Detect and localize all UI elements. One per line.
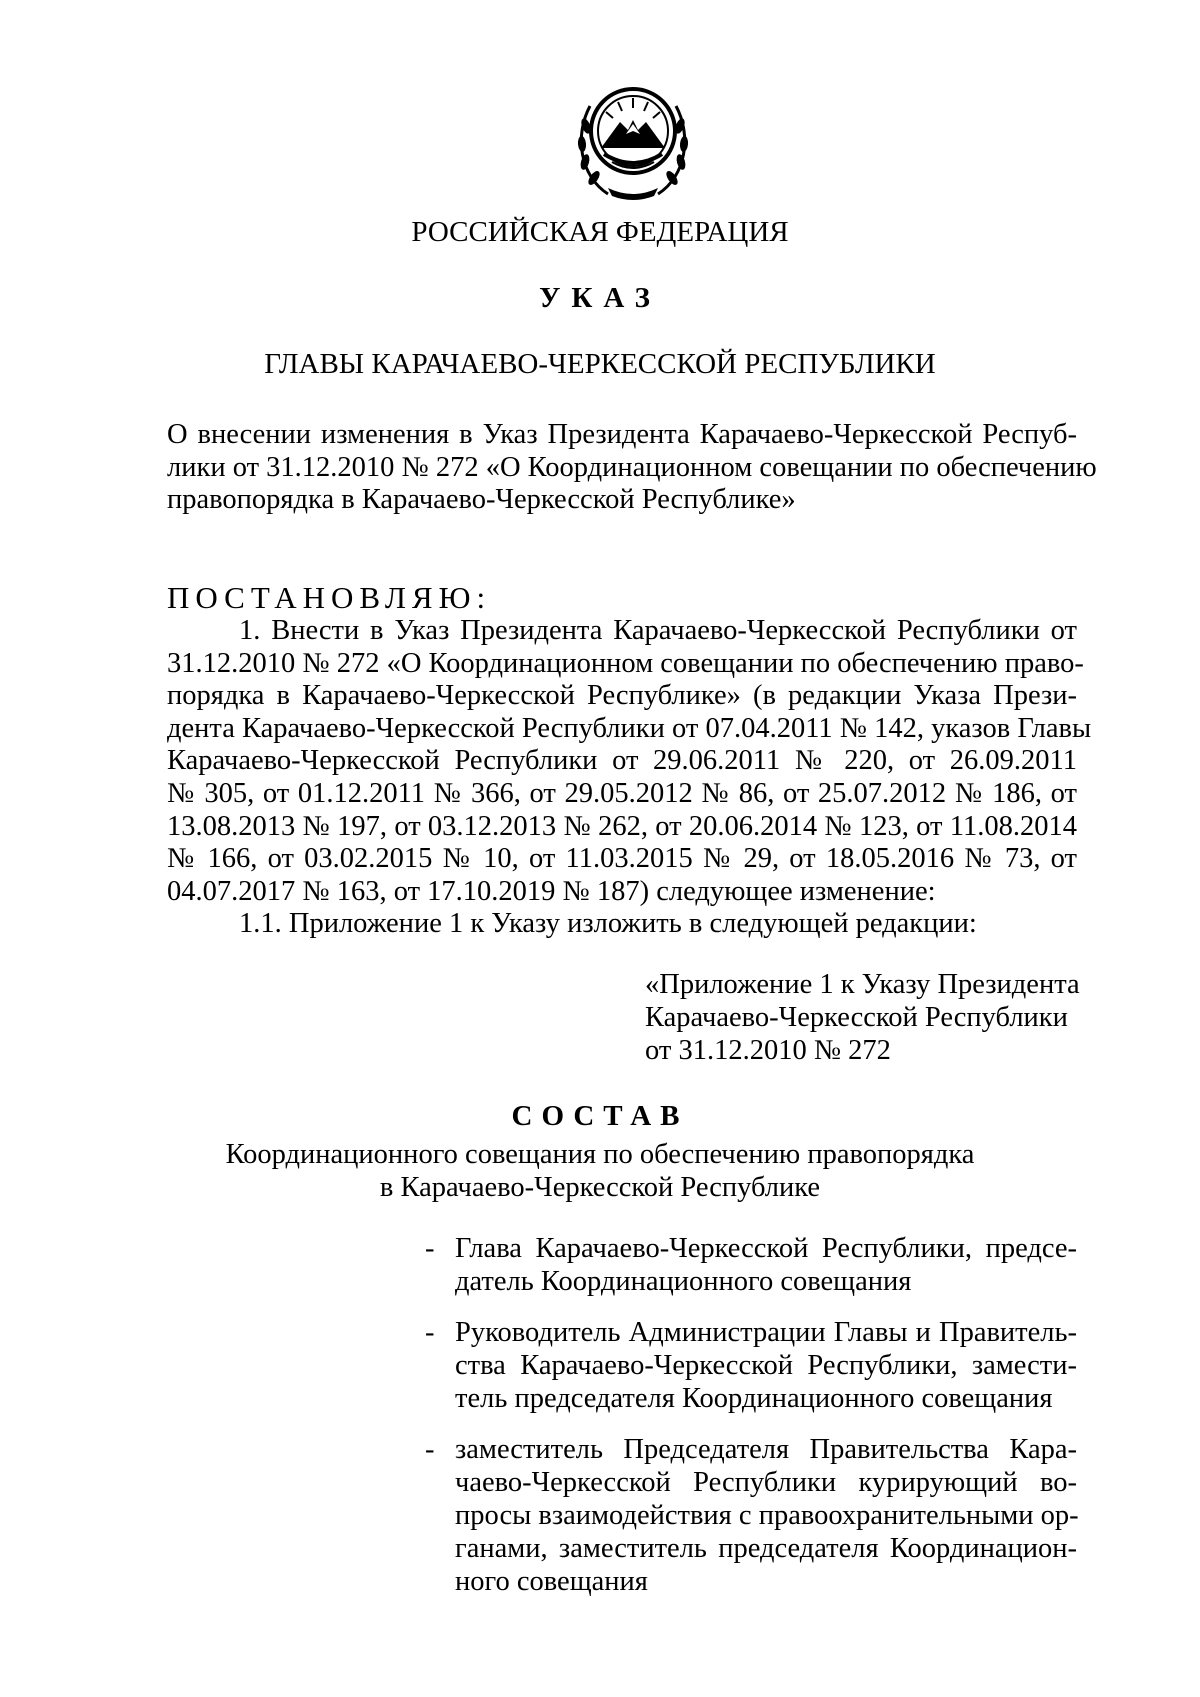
subject-line: лики от 31.12.2010 № 272 «О Координационном совещании по обеспечению <box>167 451 1097 483</box>
country-heading: РОССИЙСКАЯ ФЕДЕРАЦИЯ <box>411 216 789 248</box>
member-line: ного совещания <box>455 1566 648 1597</box>
body-line: 31.12.2010 № 272 «О Координационном совещании по обеспечению право- <box>167 647 1084 679</box>
list-dash: - <box>425 1233 435 1264</box>
decree-body <box>167 615 1092 941</box>
member-line: Руководитель Администрации Главы и Правитель- <box>455 1317 1077 1348</box>
member-line: тель председателя Координационного совещания <box>455 1383 1053 1414</box>
subject-line: О внесении изменения в Указ Президента Карачаево-Черкесской Респуб- <box>167 419 1077 450</box>
body-line: дента Карачаево-Черкесской Республики от 07.04.2011 № 142, указов Главы <box>167 712 1092 744</box>
member-line: ства Карачаево-Черкесской Республики, замести- <box>455 1350 1077 1381</box>
body-line: № 305, от 01.12.2011 № 366, от 29.05.2012 № 86, от 25.07.2012 № 186, от <box>167 777 1077 809</box>
member-line: Глава Карачаево-Черкесской Республики, предсе- <box>455 1233 1077 1264</box>
appendix-line: Карачаево-Черкесской Республики <box>645 1002 1068 1033</box>
composition-subtitle <box>0 1138 1200 1204</box>
list-dash: - <box>425 1434 435 1465</box>
member-description <box>455 1232 1077 1298</box>
body-line: № 166, от 03.02.2015 № 10, от 11.03.2015 № 29, от 18.05.2016 № 73, от <box>167 843 1077 875</box>
member-line: датель Координационного совещания <box>455 1266 912 1297</box>
member-line: заместитель Председателя Правительства Кара- <box>455 1434 1077 1465</box>
body-line: 1.1. Приложение 1 к Указу изложить в следующей редакции: <box>239 908 977 940</box>
member-description <box>455 1316 1077 1415</box>
body-line: Карачаево-Черкесской Республики от 29.06.2011 № 220, от 26.09.2011 <box>167 745 1077 777</box>
composition-title: СОСТАВ <box>511 1100 689 1132</box>
appendix-line: «Приложение 1 к Указу Президента <box>645 969 1080 1000</box>
member-line: чаево-Черкесской Республики курирующий во- <box>455 1467 1077 1498</box>
decree-word: ПОСТАНОВЛЯЮ: <box>167 580 492 615</box>
composition-subtitle-line: Координационного совещания по обеспечению правопорядка <box>225 1139 975 1170</box>
member-description <box>455 1433 1077 1598</box>
karachay-cherkess-coat-of-arms-icon <box>568 76 698 206</box>
body-line: 1. Внести в Указ Президента Карачаево-Черкесской Республики от <box>239 615 1077 646</box>
issuing-authority-heading: ГЛАВЫ КАРАЧАЕВО-ЧЕРКЕССКОЙ РЕСПУБЛИКИ <box>264 348 936 380</box>
appendix-reference <box>645 968 1080 1067</box>
composition-subtitle-line: в Карачаево-Черкесской Республике <box>379 1172 821 1203</box>
body-line: 13.08.2013 № 197, от 03.12.2013 № 262, от 20.06.2014 № 123, от 11.08.2014 <box>167 810 1077 842</box>
appendix-line: от 31.12.2010 № 272 <box>645 1035 891 1066</box>
decree-subject <box>167 419 1097 517</box>
document-type-heading: УКАЗ <box>539 282 661 314</box>
list-dash: - <box>425 1317 435 1348</box>
body-line: 04.07.2017 № 163, от 17.10.2019 № 187) следующее изменение: <box>167 875 936 907</box>
member-line: ганами, заместитель председателя Координацион- <box>455 1533 1077 1564</box>
body-line: порядка в Карачаево-Черкесской Республике» (в редакции Указа Прези- <box>167 680 1077 712</box>
member-line: просы взаимодействия с правоохранительными ор- <box>455 1500 1079 1531</box>
subject-line: правопорядка в Карачаево-Черкесской Республике» <box>167 484 796 516</box>
